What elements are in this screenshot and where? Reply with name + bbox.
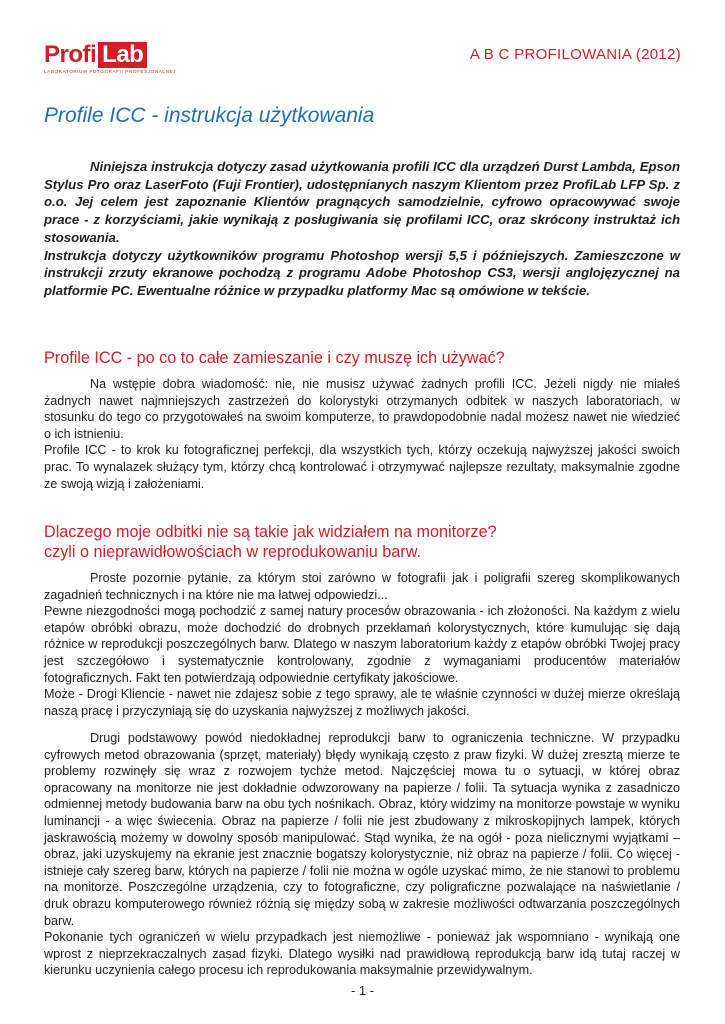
body-paragraph: Na wstępie dobra wiadomość: nie, nie musisz używać żadnych profili ICC. Jeżeli nigdy nie miałeś żadnych nawet najmniejszych zastrzeżeń do kolorystyki otrzymanych odbitek w naszych laboratoriach, w stosunku do tego co przygotowałeś na swoim komputerze, to prawdopodobnie nadal możesz nawet nie wiedzieć o ich istnieniu.: [44, 377, 680, 441]
page-number: - 1 -: [350, 983, 375, 998]
body-paragraph: Drugi podstawowy powód niedokładnej reprodukcji barw to ograniczenia techniczne. W przypadku cyfrowych metod obrazowania (sprzęt, materiały) błędy wynikają często z praw fizyki. W dużej zresztą mierze te problemy rozwinęły się wraz z rozwojem tychże metod. Najczęściej mowa tu o sytuacji, w której obraz opracowany na monitorze nie jest dokładnie odwzorowany na papierze / folii. Ta sytuacja wynika z zasadniczo odmiennej metody budowania barw na obu tych nośnikach. Obraz, który widzimy na monitorze powstaje w wyniku luminancji - a więc świecenia. Obraz na papierze / folii nie jest zbudowany z mikroskopijnych lampek, których jaskrawością możemy w dowolny sposób manipulować. Stąd wynika, że na ogół - poza nielicznymi wyjątkami – obraz, jaki uzyskujemy na ekranie jest znacznie bogatszy kolorystycznie, niż obraz na papierze / folii. Co więcej - istnieje cały szereg barw, których na papierze / folii nie można w ogóle uzyskać mimo, że nie stanowi to problemu na monitorze. Poszczególne urządzenia, czy to fotograficzne, czy poligraficzne pozwalające na naświetlanie / druk obrazu komputerowego również różnią się między sobą w zakresie możliwości odtwarzania poszczególnych barw.: [44, 731, 680, 928]
series-header: A B C PROFILOWANIA (2012): [469, 46, 681, 63]
section-body-monitor-1: [44, 570, 680, 719]
section-title-why-icc: Profile ICC - po co to całe zamieszanie i czy muszę ich używać?: [44, 349, 505, 367]
profilab-logo: [44, 41, 177, 76]
body-paragraph: Pewne niezgodności mogą pochodzić z samej natury procesów obrazowania - ich złożoności. Na każdym z wielu etapów obróbki obrazu, może dochodzić do drobnych przekłamań kolorystycznych, które kumulując się dają różnice w reprodukcji poszczególnych barw. Dlatego w naszym laboratorium każdy z etapów obróbki Twojej pracy jest szczegółowo i systematycznie kontrolowany, zgodnie z wymaganiami producentów materiałów fotograficznych. Fakt ten potwierdzają odpowiednie certyfikaty jakościowe.: [44, 604, 680, 685]
section-body-monitor-2: [44, 730, 680, 979]
page-title: Profile ICC - instrukcja użytkowania: [44, 104, 375, 127]
section-title-line: czyli o nieprawidłowościach w reprodukowaniu barw.: [44, 543, 421, 561]
body-paragraph: Profile ICC - to krok ku fotograficznej perfekcji, dla wszystkich tych, którzy oczekują najwyższej jakości swoich prac. To wynalazek służący tym, którzy chcą kontrolować i otrzymywać najlepsze rezultaty, maksymalnie zgodne ze swoją wizją i założeniami.: [44, 443, 680, 491]
section-title-monitor: [44, 522, 497, 562]
logo-wordmark: [44, 42, 166, 68]
body-paragraph: Proste pozornie pytanie, za którym stoi zarówno w fotografii jak i poligrafii szereg skomplikowanych zagadnień technicznych i na które nie ma łatwej odpowiedzi...: [44, 571, 680, 602]
section-body-why-icc: [44, 376, 680, 492]
logo-lab-text: Lab: [98, 42, 147, 68]
intro-block: [44, 158, 680, 300]
section-title-line: Dlaczego moje odbitki nie są takie jak widziałem na monitorze?: [44, 523, 497, 541]
logo-profi-text: Profi: [44, 41, 97, 68]
intro-paragraph: Niniejsza instrukcja dotyczy zasad użytkowania profili ICC dla urządzeń Durst Lambda, Epson Stylus Pro oraz LaserFoto (Fuji Frontier), udostępnianych naszym Klientom przez ProfiLab LFP Sp. z o.o. Jej celem jest zapoznanie Klientów pragnących samodzielnie, cyfrowo opracowywać swoje prace - z korzyściami, jakie wynikają z posługiwania się profilami ICC, oraz skrócony instruktaż ich stosowania.: [44, 159, 680, 245]
logo-tagline: LABORATORIUM FOTOGRAFII PROFESJONALNEJ: [44, 69, 177, 74]
intro-paragraph: Instrukcja dotyczy użytkowników programu Photoshop wersji 5,5 i późniejszych. Zamieszczone w instrukcji zrzuty ekranowe pochodzą z programu Adobe Photoshop CS3, wersji anglojęzycznej na platformie PC. Ewentualne różnice w przypadku platformy Mac są omówione w tekście.: [44, 247, 680, 298]
body-paragraph: Pokonanie tych ograniczeń w wielu przypadkach jest niemożliwe - ponieważ jak wspomniano - wynikają one wprost z nieprzekraczalnych zasad fizyki. Dlatego wysiłki nad prawidłową reprodukcją barw idą tutaj raczej w kierunku uczynienia całego procesu ich reprodukowania maksymalnie przewidywalnym.: [44, 930, 680, 978]
body-paragraph: Może - Drogi Kliencie - nawet nie zdajesz sobie z tego sprawy, ale te właśnie czynności w dużej mierze określają naszą pracę i przyczyniają się do uzyskania najwyższej z możliwych jakości.: [44, 687, 680, 718]
